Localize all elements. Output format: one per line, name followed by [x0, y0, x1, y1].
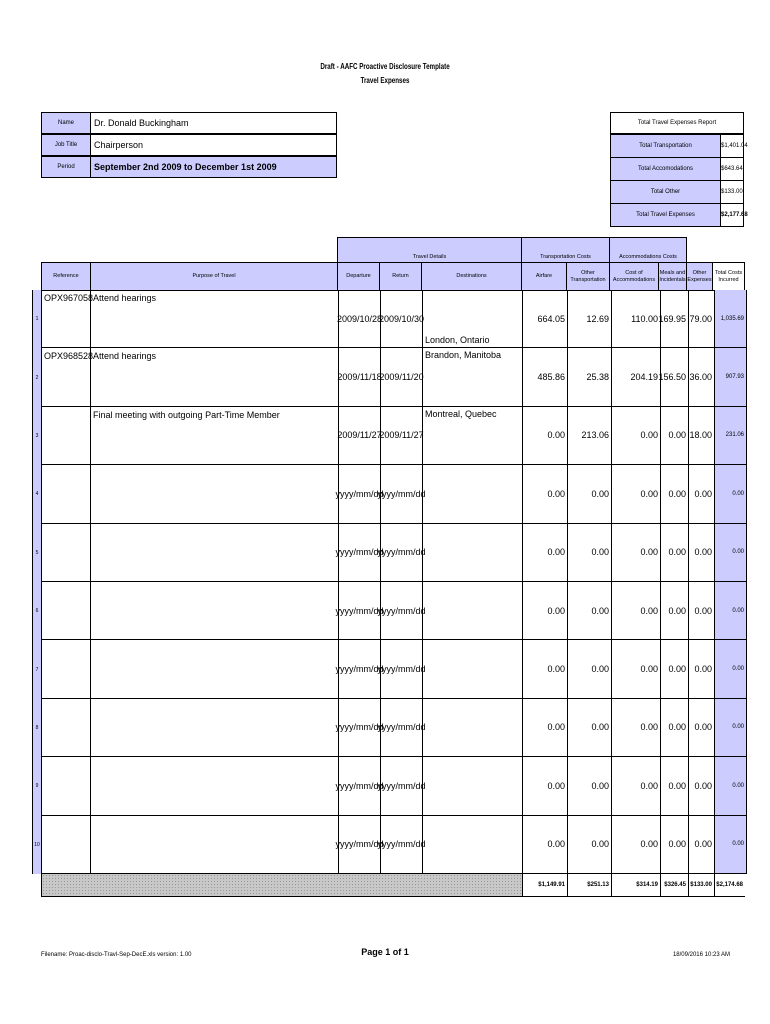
row-return: yyyy/mm/dd — [381, 524, 423, 582]
row-reference: OPX967058 — [42, 290, 91, 348]
name-label: Name — [41, 112, 91, 134]
row-acc-amount: 0.00 — [612, 582, 661, 640]
row-otr-amount: 0.00 — [568, 757, 612, 815]
total-other-transportation: $251.13 — [567, 874, 611, 896]
row-air-amount: 0.00 — [523, 757, 568, 815]
row-destination — [423, 699, 523, 757]
row-air-amount: 0.00 — [523, 640, 568, 698]
row-destination: Brandon, Manitoba — [423, 348, 523, 406]
row-number: 1 — [33, 290, 42, 348]
row-total-amount: 0.00 — [715, 757, 747, 815]
row-return: yyyy/mm/dd — [381, 816, 423, 874]
row-air-amount: 0.00 — [523, 816, 568, 874]
row-departure: yyyy/mm/dd — [339, 465, 381, 523]
row-oth-amount: 0.00 — [689, 699, 715, 757]
row-number: 7 — [33, 640, 42, 698]
row-total-amount: 0.00 — [715, 699, 747, 757]
row-oth-amount: 0.00 — [689, 524, 715, 582]
row-meals-amount: 0.00 — [661, 582, 689, 640]
group-accommodations-costs: Accommodations Costs — [609, 237, 687, 263]
row-total-amount: 0.00 — [715, 465, 747, 523]
row-reference — [42, 757, 91, 815]
row-reference — [42, 699, 91, 757]
row-departure: yyyy/mm/dd — [339, 524, 381, 582]
total-other-expenses: $133.00 — [688, 874, 714, 896]
row-reference — [42, 407, 91, 465]
summary-accommodations-label: Total Accomodations — [610, 157, 721, 181]
row-return: 2009/11/20 — [381, 348, 423, 406]
row-otr-amount: 12.69 — [568, 290, 612, 348]
row-reference — [42, 465, 91, 523]
row-otr-amount: 0.00 — [568, 465, 612, 523]
row-acc-amount: 110.00 — [612, 290, 661, 348]
row-destination — [423, 582, 523, 640]
col-airfare: Airfare — [521, 262, 567, 291]
row-meals-amount: 0.00 — [661, 407, 689, 465]
row-number: 5 — [33, 524, 42, 582]
row-acc-amount: 0.00 — [612, 640, 661, 698]
row-purpose — [91, 465, 339, 523]
row-meals-amount: 0.00 — [661, 699, 689, 757]
row-number: 6 — [33, 582, 42, 640]
row-meals-amount: 0.00 — [661, 465, 689, 523]
row-acc-amount: 0.00 — [612, 407, 661, 465]
col-departure: Departure — [337, 262, 380, 291]
row-purpose — [91, 640, 339, 698]
total-airfare: $1,149.91 — [522, 874, 567, 896]
footer-timestamp: 18/09/2016 10:23 AM — [672, 952, 730, 958]
row-departure: 2009/10/28 — [339, 290, 381, 348]
row-destination: Montreal, Quebec — [423, 407, 523, 465]
job-title-value: Chairperson — [90, 134, 337, 156]
footer-page-number: Page 1 of 1 — [361, 947, 409, 957]
row-meals-amount: 0.00 — [661, 757, 689, 815]
row-number: 3 — [33, 407, 42, 465]
row-oth-amount: 0.00 — [689, 640, 715, 698]
row-acc-amount: 204.19 — [612, 348, 661, 406]
col-other-expenses: Other Expenses — [686, 262, 713, 291]
col-other-transportation: Other Transportation — [566, 262, 610, 291]
row-number: 9 — [33, 757, 42, 815]
row-otr-amount: 0.00 — [568, 699, 612, 757]
row-number: 4 — [33, 465, 42, 523]
row-otr-amount: 25.38 — [568, 348, 612, 406]
row-reference — [42, 816, 91, 874]
row-total-amount: 1,035.69 — [715, 290, 747, 348]
document-title: Draft - AAFC Proactive Disclosure Template — [320, 62, 450, 71]
row-otr-amount: 0.00 — [568, 640, 612, 698]
row-return: 2009/11/27 — [381, 407, 423, 465]
row-number: 2 — [33, 348, 42, 406]
col-total-costs: Total Costs Incurred — [712, 262, 745, 291]
summary-heading: Total Travel Expenses Report — [610, 112, 744, 134]
col-cost-accommodations: Cost of Accommodations — [609, 262, 659, 291]
row-meals-amount: 156.50 — [661, 348, 689, 406]
row-oth-amount: 0.00 — [689, 816, 715, 874]
row-departure: yyyy/mm/dd — [339, 582, 381, 640]
row-return: yyyy/mm/dd — [381, 757, 423, 815]
period-value: September 2nd 2009 to December 1st 2009 — [90, 156, 337, 178]
row-air-amount: 0.00 — [523, 582, 568, 640]
col-purpose: Purpose of Travel — [90, 262, 338, 291]
col-destinations: Destinations — [421, 262, 522, 291]
row-air-amount: 664.05 — [523, 290, 568, 348]
summary-other-label: Total Other — [610, 180, 721, 204]
row-air-amount: 0.00 — [523, 407, 568, 465]
row-meals-amount: 169.95 — [661, 290, 689, 348]
summary-accommodations-value: $643.64 — [720, 157, 744, 181]
row-departure: yyyy/mm/dd — [339, 699, 381, 757]
name-value: Dr. Donald Buckingham — [90, 112, 337, 134]
row-destination — [423, 524, 523, 582]
summary-transportation-value: $1,401.04 — [720, 134, 744, 158]
summary-other-value: $133.00 — [720, 180, 744, 204]
row-air-amount: 0.00 — [523, 699, 568, 757]
col-meals-incidentals: Meals and Incidentals — [658, 262, 687, 291]
row-otr-amount: 213.06 — [568, 407, 612, 465]
row-purpose: Attend hearings — [91, 348, 339, 406]
row-purpose: Attend hearings — [91, 290, 339, 348]
summary-transportation-label: Total Transportation — [610, 134, 721, 158]
total-costs-incurred: $2,174.68 — [714, 874, 745, 896]
row-return: 2009/10/30 — [381, 290, 423, 348]
row-number: 8 — [33, 699, 42, 757]
row-destination — [423, 465, 523, 523]
row-purpose — [91, 816, 339, 874]
row-destination — [423, 816, 523, 874]
row-meals-amount: 0.00 — [661, 524, 689, 582]
row-purpose — [91, 582, 339, 640]
row-acc-amount: 0.00 — [612, 699, 661, 757]
group-transportation-costs: Transportation Costs — [521, 237, 610, 263]
row-purpose — [91, 757, 339, 815]
total-accommodations: $314.19 — [611, 874, 660, 896]
row-oth-amount: 18.00 — [689, 407, 715, 465]
row-oth-amount: 0.00 — [689, 757, 715, 815]
row-oth-amount: 0.00 — [689, 465, 715, 523]
row-reference — [42, 640, 91, 698]
row-reference — [42, 582, 91, 640]
row-reference: OPX968528 — [42, 348, 91, 406]
row-number: 10 — [33, 816, 42, 874]
row-oth-amount: 79.00 — [689, 290, 715, 348]
row-return: yyyy/mm/dd — [381, 465, 423, 523]
row-air-amount: 0.00 — [523, 524, 568, 582]
row-total-amount: 0.00 — [715, 816, 747, 874]
row-otr-amount: 0.00 — [568, 524, 612, 582]
row-total-amount: 0.00 — [715, 524, 747, 582]
row-departure: 2009/11/27 — [339, 407, 381, 465]
row-meals-amount: 0.00 — [661, 640, 689, 698]
job-title-label: Job Title — [41, 134, 91, 156]
row-departure: 2009/11/18 — [339, 348, 381, 406]
row-acc-amount: 0.00 — [612, 465, 661, 523]
totals-row — [41, 873, 745, 897]
row-destination — [423, 640, 523, 698]
row-departure: yyyy/mm/dd — [339, 816, 381, 874]
document-subtitle: Travel Expenses — [360, 76, 410, 85]
row-meals-amount: 0.00 — [661, 816, 689, 874]
row-oth-amount: 36.00 — [689, 348, 715, 406]
row-purpose — [91, 524, 339, 582]
row-total-amount: 0.00 — [715, 640, 747, 698]
expenses-table-body — [32, 290, 747, 874]
row-otr-amount: 0.00 — [568, 582, 612, 640]
group-travel-details: Travel Details — [337, 237, 522, 263]
row-destination — [423, 757, 523, 815]
row-air-amount: 0.00 — [523, 465, 568, 523]
row-return: yyyy/mm/dd — [381, 640, 423, 698]
row-departure: yyyy/mm/dd — [339, 640, 381, 698]
row-destination: London, Ontario — [423, 290, 523, 348]
row-total-amount: 231.06 — [715, 407, 747, 465]
row-oth-amount: 0.00 — [689, 582, 715, 640]
row-departure: yyyy/mm/dd — [339, 757, 381, 815]
row-acc-amount: 0.00 — [612, 524, 661, 582]
row-acc-amount: 0.00 — [612, 816, 661, 874]
summary-total-label: Total Travel Expenses — [610, 203, 721, 227]
summary-total-value: $2,177.68 — [720, 203, 744, 227]
row-air-amount: 485.86 — [523, 348, 568, 406]
period-label: Period — [41, 156, 91, 178]
row-return: yyyy/mm/dd — [381, 699, 423, 757]
col-return: Return — [379, 262, 422, 291]
row-reference — [42, 524, 91, 582]
row-return: yyyy/mm/dd — [381, 582, 423, 640]
total-meals: $326.45 — [660, 874, 688, 896]
col-reference: Reference — [41, 262, 91, 291]
row-total-amount: 907.93 — [715, 348, 747, 406]
row-purpose — [91, 699, 339, 757]
footer-filename: Filename: Proac-disclo-Travl-Sep-DecE.xls version: 1.00 — [41, 952, 192, 958]
row-acc-amount: 0.00 — [612, 757, 661, 815]
row-total-amount: 0.00 — [715, 582, 747, 640]
row-otr-amount: 0.00 — [568, 816, 612, 874]
row-purpose: Final meeting with outgoing Part-Time Member — [91, 407, 339, 465]
